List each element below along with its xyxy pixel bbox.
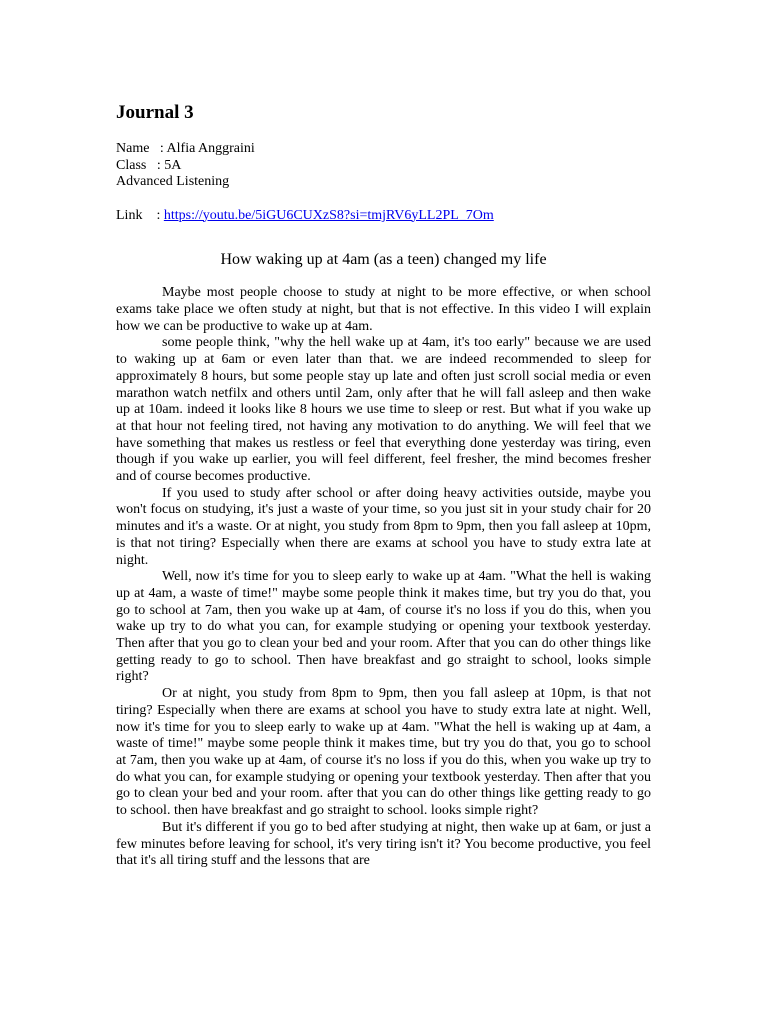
paragraph: If you used to study after school or after doing heavy activities outside, maybe you won't focus on studying, it's just a waste of your time, so you just sit in your study chair for 20 minutes and it's a waste. Or at night, you study from 8pm to 9pm, then you fall asleep at 10pm, is that not tiring? Especially when there are exams at school you have to study extra late at night. bbox=[116, 485, 651, 568]
link-label: Link : bbox=[116, 207, 164, 223]
video-link[interactable]: https://youtu.be/5iGU6CUXzS8?si=tmjRV6yLL2PL_7Om bbox=[163, 207, 494, 223]
video-link-row bbox=[116, 208, 651, 225]
article-body bbox=[116, 285, 651, 870]
article-heading: How waking up at 4am (as a teen) changed my life bbox=[220, 251, 547, 269]
course-name: Advanced Listening bbox=[116, 174, 230, 190]
paragraph: Well, now it's time for you to sleep early to wake up at 4am. "What the hell is waking up at 4am, a waste of time!" maybe some people think it makes time, but try you do that, you go to school at 7am, then you wake up at 4am, of course it's no loss if you do this, when you wake up try to do what you can, for example studying or opening your textbook yesterday. Then after that you go to clean your bed and your room. After that you can do other things like getting ready to go to school. Then have breakfast and go straight to school, looks simple right? bbox=[116, 569, 651, 685]
document-page bbox=[116, 100, 651, 870]
paragraph: But it's different if you go to bed after studying at night, then wake up at 6am, or just a few minutes before leaving for school, it's very tiring isn't it? You become productive, you feel that it's all tiring stuff and the lessons that are bbox=[116, 819, 651, 869]
paragraph: Maybe most people choose to study at night to be more effective, or when school exams take place we often study at night, but that is not effective. In this video I will explain how we can be productive to wake up at 4am. bbox=[116, 285, 651, 334]
student-name: Name : Alfia Anggraini bbox=[116, 141, 255, 156]
paragraph: Or at night, you study from 8pm to 9pm, then you fall asleep at 10pm, is that not tiring? Especially when there are exams at school you have to study extra late at night. Well, now it's time for you to sleep early to wake up at 4am. "What the hell is waking up at 4am, a waste of time!" maybe some people think it makes time, but try you do that, you go to school at 7am, then you wake up at 4am, of course it's no loss if you do this, when you wake up try to do what you can, for example studying or opening your textbook yesterday. Then after that you go to clean your bed and your room. after that you can do other things like getting ready to go to school. then have breakfast and go straight to school. looks simple right? bbox=[116, 686, 651, 819]
paragraph: some people think, "why the hell wake up at 4am, it's too early" because we are used to waking up at 6am or even later than that. we are indeed recommended to sleep for approximately 8 hours, but some people stay up late and often just scroll social media or even marathon watch netfilx and others until 2am, only after that he will fall asleep and then wake up at 10am. indeed it looks like 8 hours we use time to sleep or rest. But what if you wake up at that hour not feeling tired, not having any motivation to do anything. We will feel that we have something that makes us restless or feel that everything done yesterday was tiring, even though if you wake up earlier, you will feel different, feel fresher, the mind becomes fresher and of course becomes productive. bbox=[116, 335, 651, 485]
student-class: Class : 5A bbox=[116, 157, 182, 173]
student-info bbox=[116, 141, 651, 191]
journal-title: Journal 3 bbox=[116, 102, 194, 123]
